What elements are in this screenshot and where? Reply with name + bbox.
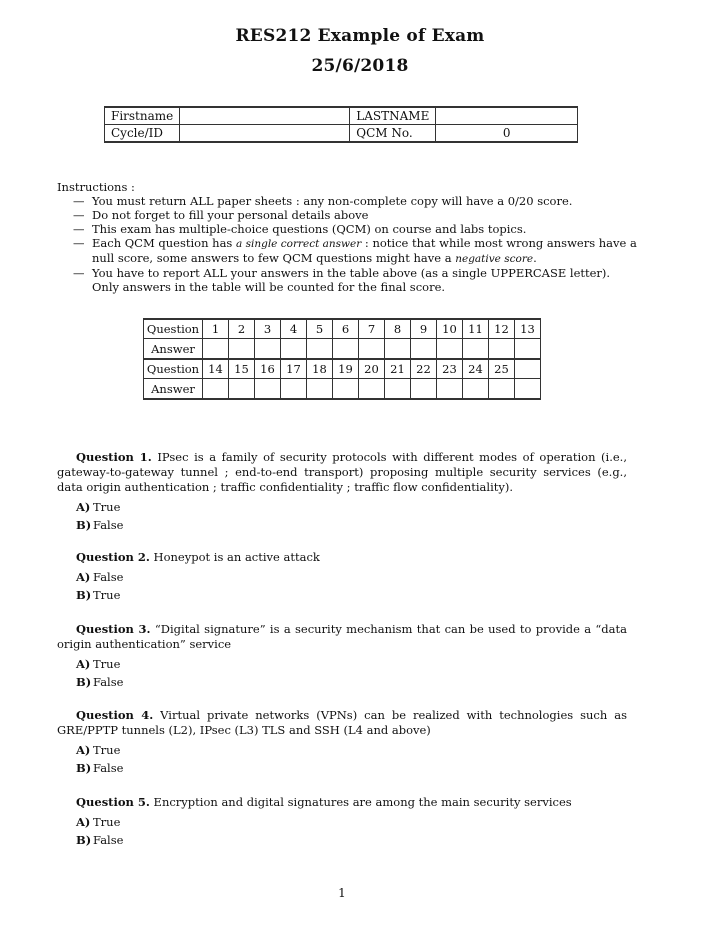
instruction-item: — This exam has multiple-choice questions (QCM) on course and labs topics. xyxy=(73,222,527,236)
option-a[interactable]: A) True xyxy=(76,657,121,671)
option-b[interactable]: B) False xyxy=(76,833,124,847)
exam-title: RES212 Example of Exam xyxy=(235,26,485,46)
answer-label: Answer xyxy=(144,339,203,360)
question-number-cell: 10 xyxy=(437,319,463,339)
option-a[interactable]: A) True xyxy=(76,815,121,829)
firstname-label: Firstname xyxy=(105,107,180,125)
personal-details-table xyxy=(104,106,578,143)
question-number-cell xyxy=(515,359,541,379)
question-text: IPsec is a family of security protocols with different modes of operation (i.e., gateway-to-gateway tunnel ; end-to-end transport) proposing multiple security services (e.g., data origin authentication ; traffic confidentiality ; traffic flow confidentiality). xyxy=(57,450,627,494)
answer-cell[interactable] xyxy=(229,379,255,400)
answer-cell[interactable] xyxy=(307,339,333,360)
answer-cell[interactable] xyxy=(307,379,333,400)
answer-cell[interactable] xyxy=(515,339,541,360)
answer-cell[interactable] xyxy=(281,379,307,400)
option-b[interactable]: B) True xyxy=(76,588,121,602)
question-1 xyxy=(57,450,627,534)
answer-cell[interactable] xyxy=(255,379,281,400)
question-4 xyxy=(57,708,627,777)
question-text: Encryption and digital signatures are among the main security services xyxy=(149,795,572,809)
answer-cell[interactable] xyxy=(203,339,229,360)
answer-cell[interactable] xyxy=(489,379,515,400)
answer-cell[interactable] xyxy=(359,339,385,360)
dash: — xyxy=(73,194,85,208)
question-number-cell: 12 xyxy=(489,319,515,339)
question-number: Question 1. xyxy=(76,450,152,464)
dash: — xyxy=(73,222,85,236)
instruction-item: — Do not forget to fill your personal details above xyxy=(73,208,369,222)
question-number-cell: 4 xyxy=(281,319,307,339)
question-number-cell: 5 xyxy=(307,319,333,339)
answer-cell[interactable] xyxy=(255,339,281,360)
question-number-cell: 3 xyxy=(255,319,281,339)
question-number-cell: 25 xyxy=(489,359,515,379)
option-b[interactable]: B) False xyxy=(76,675,124,689)
answer-table-2 xyxy=(143,358,541,400)
question-number-cell: 15 xyxy=(229,359,255,379)
answer-cell[interactable] xyxy=(229,339,255,360)
answer-cell[interactable] xyxy=(411,339,437,360)
question-label: Question xyxy=(144,319,203,339)
answer-cell[interactable] xyxy=(203,379,229,400)
instruction-item: — You have to report ALL your answers in the table above (as a single UPPERCASE letter). Only answers in the table will be counted for the final score. xyxy=(73,266,611,294)
question-number-cell: 2 xyxy=(229,319,255,339)
option-a[interactable]: A) True xyxy=(76,500,121,514)
page-number: 1 xyxy=(338,886,346,900)
question-number-cell: 24 xyxy=(463,359,489,379)
qcm-value: 0 xyxy=(436,125,578,143)
dash: — xyxy=(73,236,85,250)
answer-cell[interactable] xyxy=(437,339,463,360)
instructions xyxy=(57,180,637,294)
question-number-cell: 21 xyxy=(385,359,411,379)
instruction-item: — Each QCM question has a single correct answer : notice that while most wrong answers have a null score, some answers to few QCM questions might have a negative score. xyxy=(73,236,637,265)
dash: — xyxy=(73,266,85,280)
firstname-field[interactable] xyxy=(180,107,350,125)
lastname-label: LASTNAME xyxy=(350,107,436,125)
question-number: Question 4. xyxy=(76,708,154,722)
answer-cell[interactable] xyxy=(411,379,437,400)
instructions-heading: Instructions : xyxy=(57,180,135,194)
question-row xyxy=(144,319,541,339)
question-5 xyxy=(57,795,627,849)
question-number-cell: 18 xyxy=(307,359,333,379)
question-row xyxy=(144,359,541,379)
option-b[interactable]: B) False xyxy=(76,761,124,775)
question-number-cell: 14 xyxy=(203,359,229,379)
answer-cell[interactable] xyxy=(437,379,463,400)
option-a[interactable]: A) True xyxy=(76,743,121,757)
question-number-cell: 9 xyxy=(411,319,437,339)
question-number-cell: 11 xyxy=(463,319,489,339)
question-number-cell: 17 xyxy=(281,359,307,379)
question-number-cell: 22 xyxy=(411,359,437,379)
question-number-cell: 1 xyxy=(203,319,229,339)
question-number-cell: 8 xyxy=(385,319,411,339)
question-number-cell: 13 xyxy=(515,319,541,339)
option-a[interactable]: A) False xyxy=(76,570,124,584)
question-2 xyxy=(57,550,627,604)
answer-cell[interactable] xyxy=(489,339,515,360)
question-number-cell: 19 xyxy=(333,359,359,379)
answer-cell[interactable] xyxy=(359,379,385,400)
qcm-label: QCM No. xyxy=(350,125,436,143)
answer-cell[interactable] xyxy=(385,379,411,400)
question-text: “Digital signature” is a security mechanism that can be used to provide a “data origin authentication” service xyxy=(57,622,627,651)
answer-row xyxy=(144,339,541,360)
exam-date: 25/6/2018 xyxy=(311,56,409,76)
question-number: Question 2. xyxy=(76,550,150,564)
answer-cell[interactable] xyxy=(333,379,359,400)
answer-label: Answer xyxy=(144,379,203,400)
instruction-item: — You must return ALL paper sheets : any non-complete copy will have a 0/20 score. xyxy=(73,194,573,208)
cycle-label: Cycle/ID xyxy=(105,125,180,143)
answer-cell[interactable] xyxy=(463,339,489,360)
question-number-cell: 16 xyxy=(255,359,281,379)
question-text: Honeypot is an active attack xyxy=(149,550,320,564)
question-3 xyxy=(57,622,627,691)
question-number-cell: 20 xyxy=(359,359,385,379)
answer-cell[interactable] xyxy=(463,379,489,400)
option-b[interactable]: B) False xyxy=(76,518,124,532)
question-text: Virtual private networks (VPNs) can be realized with technologies such as GRE/PPTP tunnels (L2), IPsec (L3) TLS and SSH (L4 and above) xyxy=(57,708,627,737)
answer-cell[interactable] xyxy=(281,339,307,360)
answer-row xyxy=(144,379,541,400)
question-label: Question xyxy=(144,359,203,379)
answer-table-1 xyxy=(143,318,541,360)
answer-cell[interactable] xyxy=(385,339,411,360)
question-number-cell: 6 xyxy=(333,319,359,339)
question-number: Question 3. xyxy=(76,622,151,636)
question-number-cell: 7 xyxy=(359,319,385,339)
dash: — xyxy=(73,208,85,222)
answer-cell[interactable] xyxy=(333,339,359,360)
lastname-field[interactable] xyxy=(436,107,578,125)
answer-cell[interactable] xyxy=(515,379,541,400)
cycle-field[interactable] xyxy=(180,125,350,143)
question-number-cell: 23 xyxy=(437,359,463,379)
question-number: Question 5. xyxy=(76,795,150,809)
